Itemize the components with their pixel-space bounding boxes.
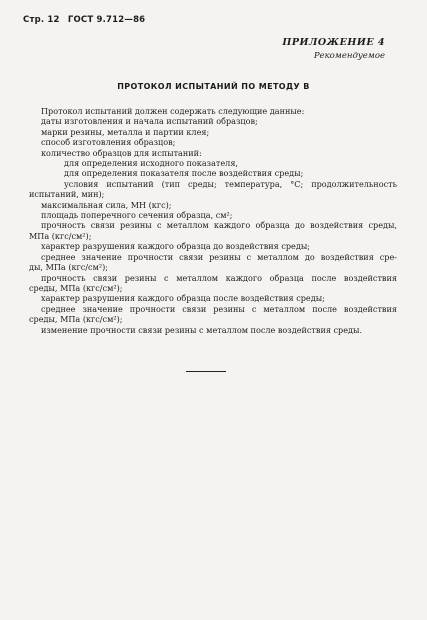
body-line: для определения исходного показателя, — [64, 158, 238, 169]
body-line: марки резины, металла и партии клея; — [41, 126, 210, 137]
body-line: характер разрушения каждого образца после воздействия среды; — [41, 293, 325, 304]
body-line: максимальная сила, МН (кгс); — [41, 199, 172, 210]
protocol-body — [29, 106, 397, 335]
body-line: среды, МПа (кгс/см²); — [29, 282, 123, 293]
body-line: Протокол испытаний должен содержать следующие данные: — [41, 106, 305, 116]
appendix-label: ПРИЛОЖЕНИЕ 4 — [282, 37, 385, 48]
body-line: прочность связи резины с металлом каждого образца после воздействия — [41, 272, 397, 283]
body-line: испытаний, мин); — [29, 189, 105, 200]
closing-rule — [186, 371, 226, 372]
standard-code: ГОСТ 9.712—86 — [67, 15, 146, 25]
body-line: изменение прочности связи резины с металлом после воздействия среды. — [41, 324, 363, 335]
body-line: среднее значение прочности связи резины с металлом до воздействия сре- — [41, 251, 397, 262]
body-line: МПа (кгс/см²); — [29, 230, 92, 241]
body-line: среднее значение прочности связи резины с металлом после воздействия — [41, 303, 397, 314]
page-number: Стр. 12 — [23, 15, 60, 25]
body-line: характер разрушения каждого образца до воздействия среды; — [41, 241, 311, 252]
body-line: площадь поперечного сечения образца, см²; — [41, 210, 233, 221]
page-header — [23, 15, 150, 25]
body-line: прочность связи резины с металлом каждого образца до воздействия среды, — [41, 220, 397, 231]
body-line: для определения показателя после воздействия среды; — [64, 168, 304, 179]
body-line: среды, МПа (кгс/см²); — [29, 314, 123, 325]
body-line: способ изготовления образцов; — [41, 137, 176, 148]
appendix-block — [282, 37, 385, 61]
body-line: ды, МПа (кгс/см²); — [29, 262, 108, 273]
body-line: даты изготовления и начала испытаний образцов; — [41, 116, 258, 127]
body-line: количество образцов для испытаний: — [41, 147, 202, 158]
body-line: условия испытаний (тип среды; температура, °С; продолжительность — [64, 178, 397, 189]
document-title: ПРОТОКОЛ ИСПЫТАНИЙ ПО МЕТОДУ В — [117, 82, 310, 91]
appendix-status: Рекомендуемое — [313, 51, 385, 61]
